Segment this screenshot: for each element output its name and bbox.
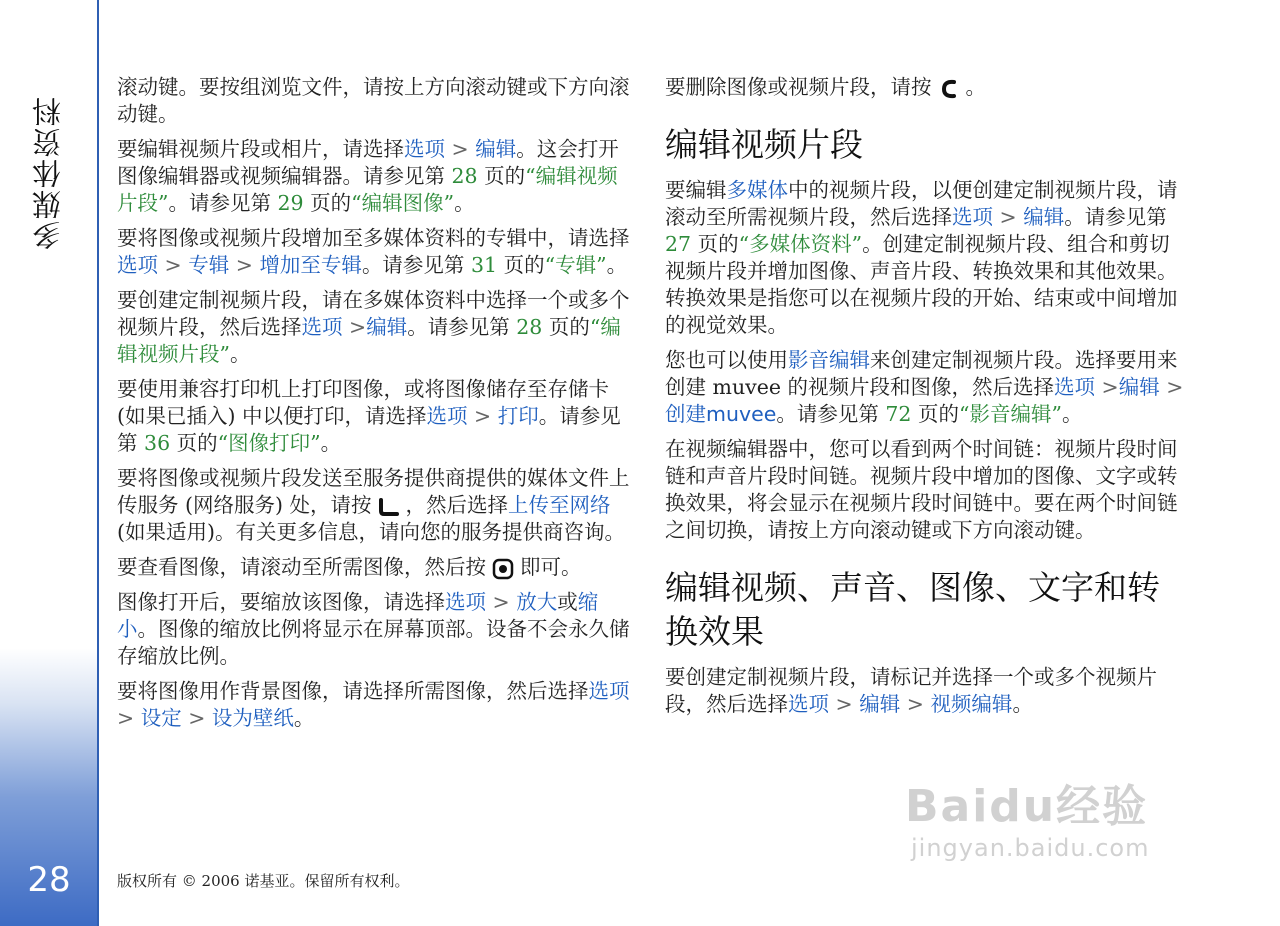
section-heading: 编辑视频片段 <box>665 125 863 164</box>
menu-link-options[interactable]: 选项 <box>301 315 343 339</box>
text: 。 <box>965 75 986 99</box>
cross-reference-link[interactable]: “多媒体资料” <box>738 232 863 256</box>
paragraph <box>117 376 637 457</box>
separator: > <box>1095 375 1119 399</box>
text: 。这会打开图像编辑器或视频编辑器。请参见第 <box>117 137 619 188</box>
text: 。请参见第 <box>407 315 517 339</box>
separator: > <box>900 692 931 716</box>
left-column <box>117 74 637 740</box>
text: 中的视频片段，以便创建定制视频片段，请滚动至所需视频片段，然后选择 <box>665 178 1178 229</box>
separator: > <box>993 205 1024 229</box>
text: 。请参见第 <box>776 402 886 426</box>
paragraph <box>117 465 637 546</box>
menu-link-options[interactable]: 选项 <box>952 205 993 229</box>
text: 要删除图像或视频片段，请按 <box>665 75 932 99</box>
paragraph <box>117 287 637 368</box>
menu-link-multimedia[interactable]: 多媒体 <box>726 178 788 202</box>
cross-reference-link[interactable]: “图像打印” <box>217 431 321 455</box>
page-ref: 27 <box>665 232 692 256</box>
paragraph <box>117 74 637 128</box>
paragraph <box>665 347 1190 428</box>
paragraph <box>117 136 637 217</box>
menu-link-create-muvee[interactable]: 创建muvee <box>665 402 777 426</box>
text: 滚动键。要按组浏览文件，请按上方向滚动键或下方向滚动键。 <box>117 75 630 126</box>
text: 页的 <box>170 431 218 455</box>
separator: > <box>342 315 367 339</box>
page-ref: 29 <box>277 191 304 215</box>
select-key-icon <box>492 558 514 580</box>
menu-link-add-to-album[interactable]: 增加至专辑 <box>259 253 362 277</box>
menu-link-movie-editor[interactable]: 影音编辑 <box>788 348 870 372</box>
text: 。创建定制视频片段、组合和剪切视频片段并增加图像、声音片段、转换效果和其他效果。转换效果是指您可以在视频片段的开始、结束或中间增加的视觉效果。 <box>665 232 1178 337</box>
text: 。 <box>1012 692 1033 716</box>
paragraph <box>665 74 1190 101</box>
text: 要查看图像，请滚动至所需图像，然后按 <box>117 555 486 579</box>
menu-link-options[interactable]: 选项 <box>426 404 468 428</box>
text: 。 <box>320 431 342 455</box>
page-number: 28 <box>27 860 71 900</box>
text: 。请参见第 <box>1064 205 1167 229</box>
separator: > <box>1159 375 1184 399</box>
right-column <box>665 74 1190 726</box>
separator: > <box>117 706 141 730</box>
separator: > <box>829 692 860 716</box>
section-title: 多媒体资料 <box>31 95 65 250</box>
menu-link-edit[interactable]: 编辑 <box>859 692 901 716</box>
page-ref: 31 <box>470 253 498 277</box>
text: 。请参见第 <box>361 253 471 277</box>
page-ref: 28 <box>451 164 478 188</box>
menu-link-edit[interactable]: 编辑 <box>1118 375 1160 399</box>
send-key-icon <box>378 496 400 518</box>
text: 或 <box>557 590 578 614</box>
cross-reference-link[interactable]: “编辑图像” <box>351 191 455 215</box>
section-heading: 编辑视频、声音、图像、文字和转换效果 <box>665 568 1160 651</box>
sidebar-divider <box>97 0 99 926</box>
menu-link-options[interactable]: 选项 <box>445 590 486 614</box>
text: 页的 <box>303 191 352 215</box>
menu-link-video-editor[interactable]: 视频编辑 <box>930 692 1013 716</box>
watermark <box>905 770 1149 862</box>
paragraph <box>665 436 1190 544</box>
text: 要使用兼容打印机上打印图像，或将图像储存至存储卡 (如果已插入) 中以便打印，请选择 <box>117 377 609 428</box>
text: 要将图像用作背景图像，请选择所需图像，然后选择 <box>117 679 589 703</box>
separator: > <box>181 706 212 730</box>
text: 要创建定制视频片段，请标记并选择一个或多个视频片段，然后选择 <box>665 665 1157 716</box>
text: 。图像的缩放比例将显示在屏幕顶部。设备不会永久储存缩放比例。 <box>117 617 630 668</box>
copyright-footer: 版权所有 © 2006 诺基亚。保留所有权利。 <box>117 872 410 890</box>
text: 页的 <box>911 402 959 426</box>
text: ，然后选择 <box>405 493 509 517</box>
paragraph <box>117 678 637 732</box>
text: 您也可以使用 <box>665 348 788 372</box>
cross-reference-link[interactable]: “专辑” <box>544 253 607 277</box>
menu-link-upload[interactable]: 上传至网络 <box>508 493 611 517</box>
clear-key-icon <box>938 78 960 100</box>
paragraph <box>117 225 637 279</box>
paragraph <box>117 589 637 670</box>
text: 。 <box>606 253 628 277</box>
text: (如果适用)。有关更多信息，请向您的服务提供商咨询。 <box>117 520 625 544</box>
watermark-url: jingyan.baidu.com <box>911 834 1150 862</box>
menu-link-options[interactable]: 选项 <box>404 137 445 161</box>
text: 要编辑 <box>665 178 727 202</box>
text: 要编辑视频片段或相片，请选择 <box>117 137 404 161</box>
page-ref: 72 <box>885 402 912 426</box>
menu-link-edit[interactable]: 编辑 <box>1023 205 1065 229</box>
text: 。 <box>454 191 475 215</box>
menu-link-albums[interactable]: 专辑 <box>188 253 230 277</box>
text: 在视频编辑器中，您可以看到两个时间链：视频片段时间链和声音片段时间链。视频片段中增加的图像、文字或转换效果，将会显示在视频片段时间链中。要在两个时间链之间切换，请按上方向滚动键或下方向滚动键。 <box>665 437 1178 542</box>
separator: > <box>158 253 189 277</box>
separator: > <box>229 253 260 277</box>
text: 页的 <box>477 164 526 188</box>
text: 页的 <box>497 253 545 277</box>
menu-link-settings[interactable]: 设定 <box>140 706 182 730</box>
menu-link-options[interactable]: 选项 <box>588 679 630 703</box>
paragraph <box>117 554 637 581</box>
menu-link-options[interactable]: 选项 <box>788 692 829 716</box>
menu-link-zoom-in[interactable]: 放大 <box>516 590 558 614</box>
menu-link-set-as-wallpaper[interactable]: 设为壁纸 <box>211 706 294 730</box>
page-ref: 28 <box>516 315 543 339</box>
text: 。请参见第 <box>168 191 278 215</box>
menu-link-zoom-out[interactable]: 缩小 <box>117 590 599 641</box>
cross-reference-link[interactable]: “影音编辑” <box>958 402 1062 426</box>
text: 要将图像或视频片段增加至多媒体资料的专辑中，请选择 <box>117 226 630 250</box>
text: 。 <box>1061 402 1083 426</box>
page-ref: 36 <box>144 431 171 455</box>
text: 。请参见第 <box>117 404 621 455</box>
cross-reference-link[interactable]: “编辑视频片段” <box>117 164 618 215</box>
menu-link-options[interactable]: 选项 <box>1054 375 1096 399</box>
watermark-logo-text: Baidu经验 <box>905 781 1149 832</box>
menu-link-print[interactable]: 打印 <box>497 404 539 428</box>
text: 页的 <box>691 232 739 256</box>
menu-link-options[interactable]: 选项 <box>117 253 158 277</box>
separator: > <box>467 404 498 428</box>
menu-link-edit[interactable]: 编辑 <box>366 315 408 339</box>
text: 页的 <box>542 315 590 339</box>
text: 。 <box>293 706 315 730</box>
text: 要将图像或视频片段发送至服务提供商提供的媒体文件上传服务 (网络服务) 处，请按 <box>117 466 630 517</box>
text: 。 <box>229 342 251 366</box>
separator: > <box>445 137 476 161</box>
cross-reference-link[interactable]: “编辑视频片段” <box>117 315 621 366</box>
menu-link-edit[interactable]: 编辑 <box>475 137 517 161</box>
text: 来创建定制视频片段。选择要用来创建 muvee 的视频片段和图像，然后选择 <box>665 348 1178 399</box>
text: 即可。 <box>520 555 582 579</box>
text: 要创建定制视频片段，请在多媒体资料中选择一个或多个视频片段，然后选择 <box>117 288 630 339</box>
paragraph <box>665 664 1190 718</box>
text: 图像打开后，要缩放该图像，请选择 <box>117 590 445 614</box>
paragraph <box>665 177 1190 339</box>
separator: > <box>486 590 517 614</box>
